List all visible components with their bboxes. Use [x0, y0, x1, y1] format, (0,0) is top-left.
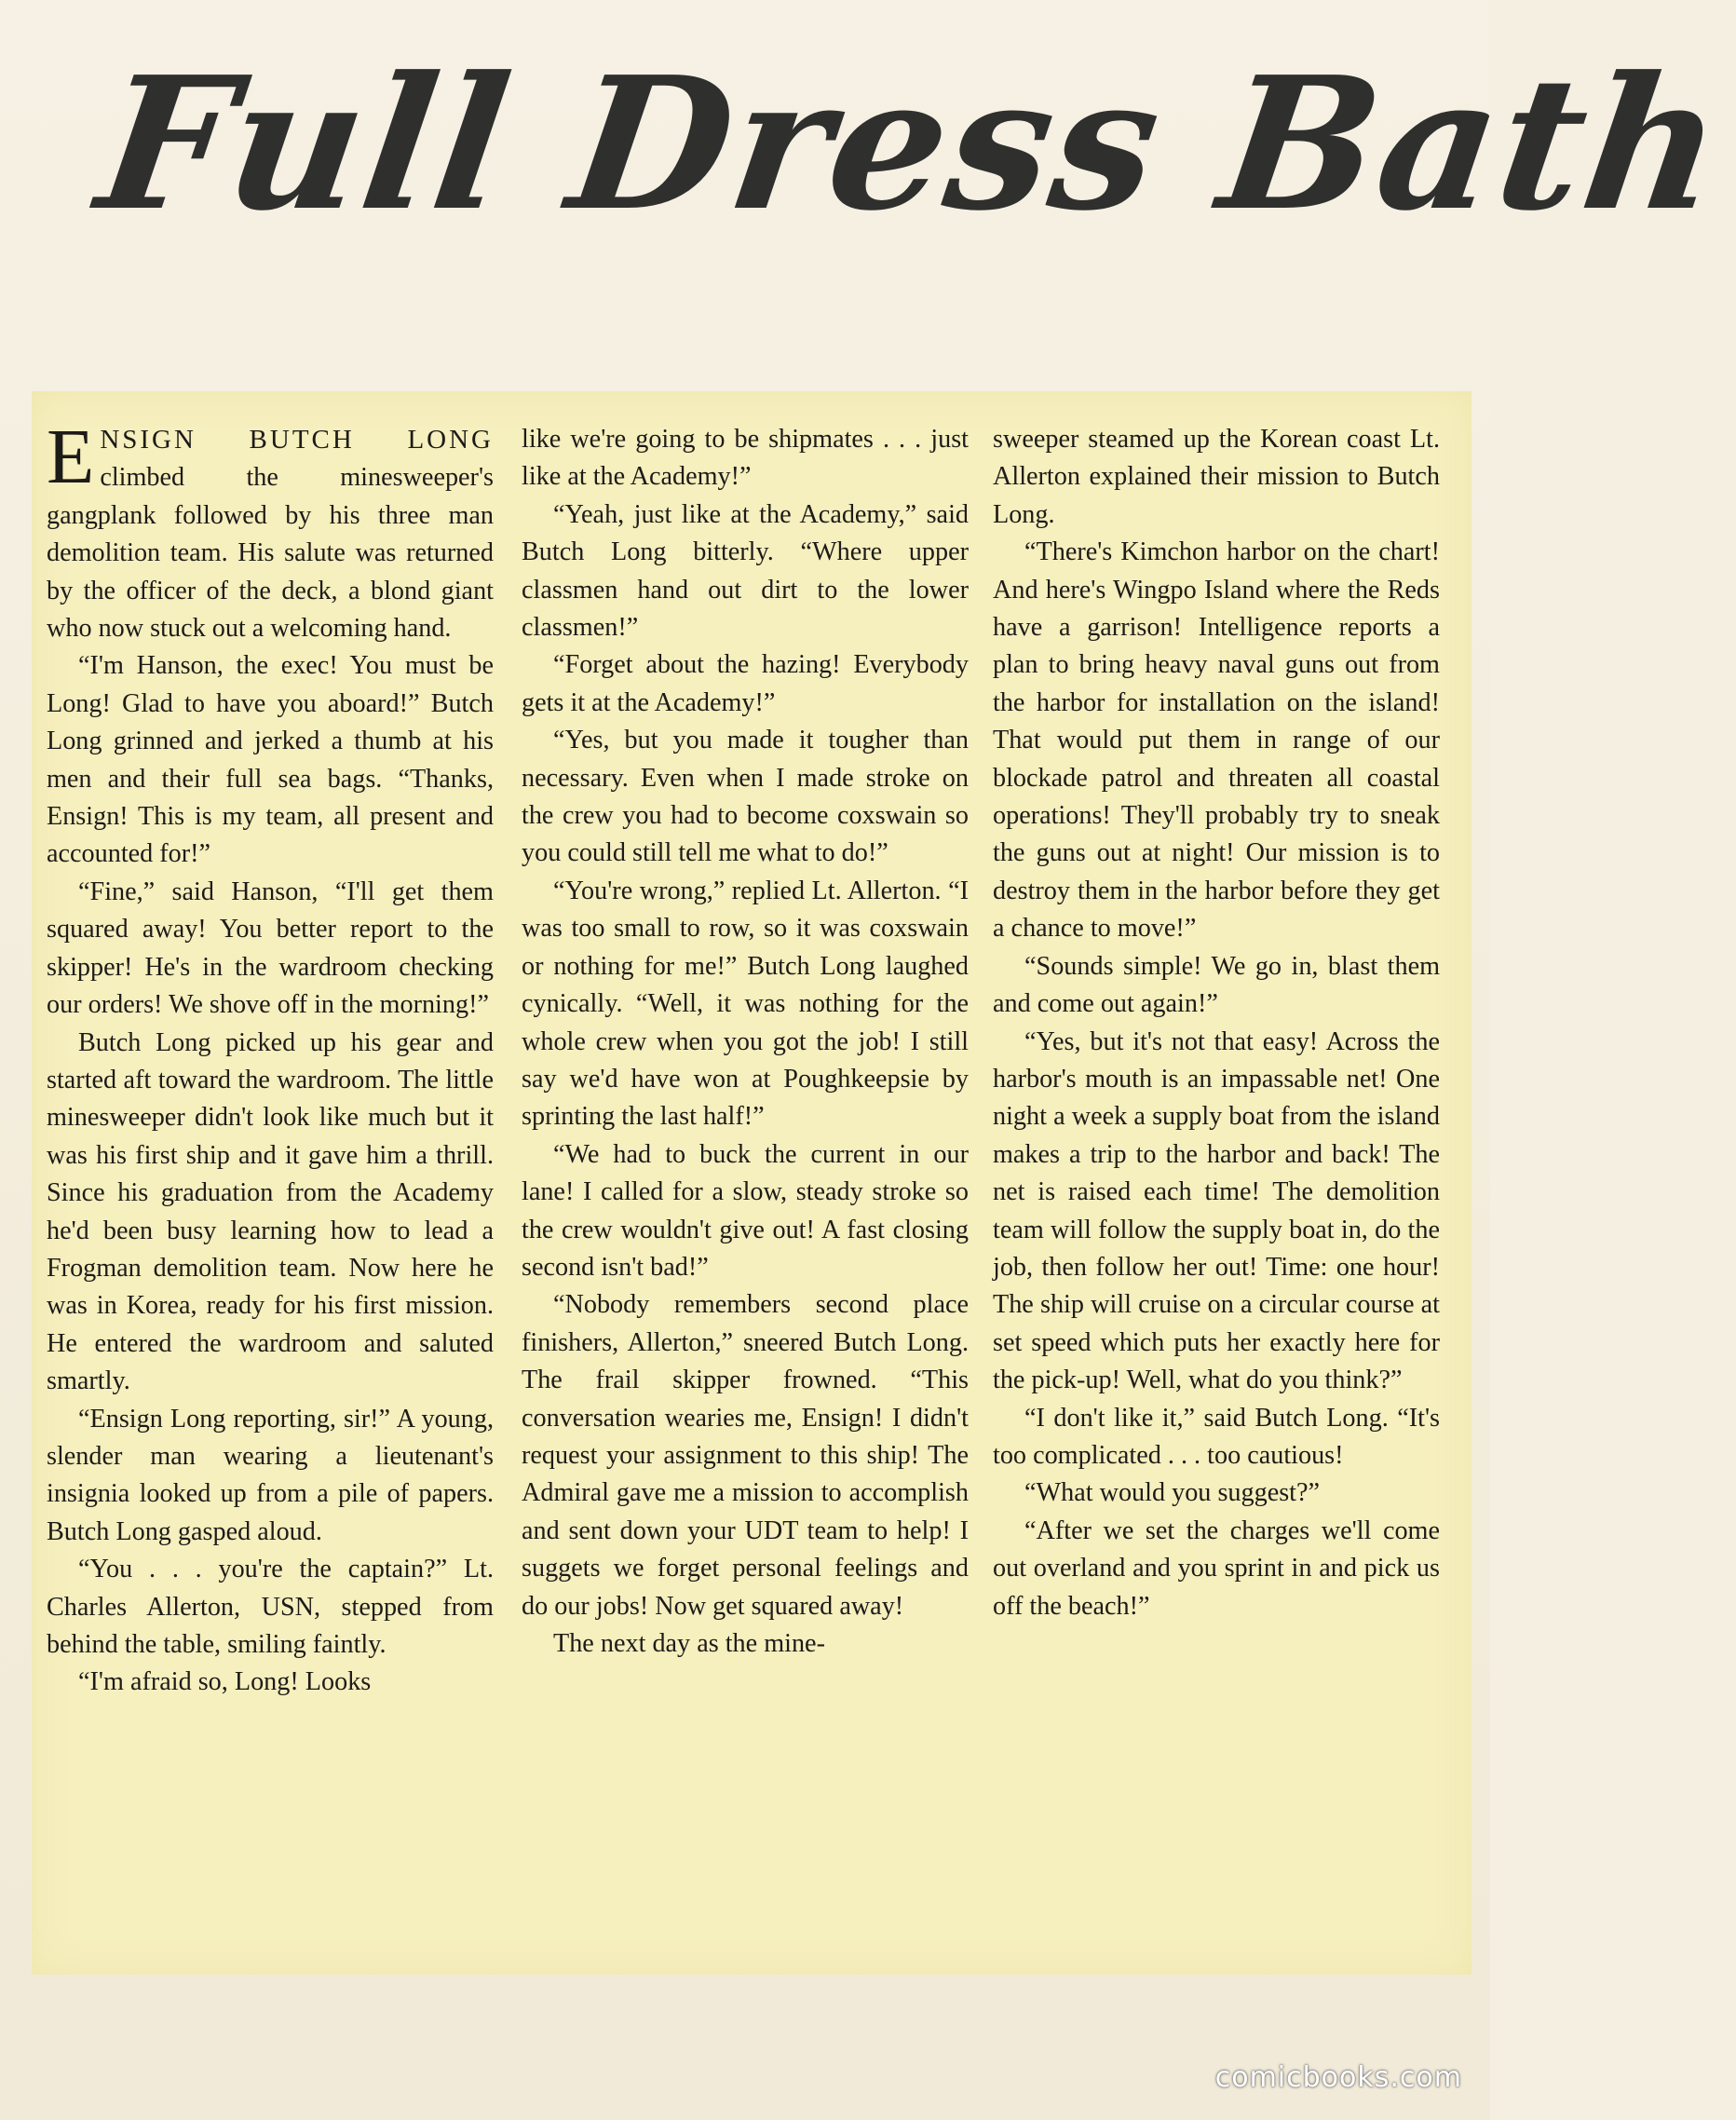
paragraph: Butch Long picked up his gear and started aft toward the wardroom. The little minesweeper didn't look like much but it was his first ship and it gave him a thrill. Since his graduation from the Academy he'd been busy learning how to lead a Frogman demolition team. Now here he was in Korea, ready for his first mission. He entered the wardroom and saluted smartly.: [47, 1027, 494, 1396]
text-column-2: [522, 421, 969, 1663]
paragraph: “Yeah, just like at the Academy,” said Butch Long bitterly. “Where upper classmen hand out dirt to the lower classmen!”: [522, 499, 969, 643]
paragraph: “Forget about the hazing! Everybody gets it at the Academy!”: [522, 650, 969, 717]
paragraph: like we're going to be shipmates . . . just like at the Academy!”: [522, 425, 969, 492]
paragraph: “Fine,” said Hanson, “I'll get them squared away! You better report to the skipper! He's in the wardroom checking our orders! We shove off in the morning!”: [47, 877, 494, 1020]
paragraph: [47, 414, 494, 647]
paragraph: “I'm Hanson, the exec! You must be Long! Glad to have you aboard!” Butch Long grinned and jerked a thumb at his men and their full sea bags. “Thanks, Ensign! This is my team, all present and accounted for!”: [47, 651, 494, 869]
paragraph: “I'm afraid so, Long! Looks: [78, 1667, 372, 1697]
story-title: Full Dress Bath: [87, 37, 1736, 251]
paragraph: “You . . . you're the captain?” Lt. Charles Allerton, USN, stepped from behind the table, smiling faintly.: [47, 1555, 494, 1659]
paragraph: “What would you suggest?”: [1024, 1478, 1321, 1508]
paragraph: “There's Kimchon harbor on the chart! And here's Wingpo Island where the Reds have a garrison! Intelligence reports a plan to bring heavy naval guns out from the harbor for installation on the island! That would put them in range of our blockade patrol and threaten all coastal operations! They'll probably try to sneak the guns out at night! Our mission is to destroy them in the harbor before they get a chance to move!”: [993, 537, 1440, 944]
paragraph: “Yes, but it's not that easy! Across the harbor's mouth is an impassable net! One night a week a supply boat from the island makes a trip to the harbor and back! The net is raised each time! The demolition team will follow the supply boat in, do the job, then follow her out! Time: one hour! The ship will cruise on a circular course at set speed which puts her exactly here for the pick-up! Well, what do you think?”: [993, 1026, 1440, 1395]
paragraph: “Sounds simple! We go in, blast them and come out again!”: [993, 951, 1440, 1019]
lead-in: NSIGN BUTCH LONG: [100, 425, 494, 455]
paragraph: “I don't like it,” said Butch Long. “It's too complicated . . . too cautious!: [993, 1403, 1440, 1470]
watermark: comicbooks.com: [1214, 2061, 1462, 2094]
paragraph: “Ensign Long reporting, sir!” A young, slender man wearing a lieutenant's insignia looked up from a pile of papers. Butch Long gasped aloud.: [47, 1404, 494, 1546]
drop-cap: E: [47, 414, 95, 500]
paragraph: “Yes, but you made it tougher than necessary. Even when I made stroke on the crew you had to become coxswain so you could still tell me what to do!”: [522, 726, 969, 868]
paragraph: “Nobody remembers second place finishers, Allerton,” sneered Butch Long. The frail skipper frowned. “This conversation wearies me, Ensign! I didn't request your assignment to this ship! The Admiral gave me a mission to accomplish and sent down your UDT team to help! I suggets we forget personal feelings and do our jobs! Now get squared away!: [522, 1290, 969, 1621]
text-column-1: [47, 414, 494, 1702]
paragraph: “We had to buck the current in our lane! I called for a slow, steady stroke so the crew wouldn't give out! A fast closing second isn't bad!”: [522, 1139, 969, 1282]
paragraph: The next day as the mine-: [553, 1629, 825, 1658]
text-column-3: [993, 421, 1440, 1625]
paragraph-text: climbed the minesweeper's gangplank followed by his three man demolition team. His salute was returned by the officer of the deck, a blond giant who now stuck out a welcoming hand.: [47, 463, 494, 644]
paragraph: “You're wrong,” replied Lt. Allerton. “I was too small to row, so it was coxswain or nothing for me!” Butch Long laughed cynically. “Well, it was nothing for the whole crew when you got the job! I still say we'd have won at Poughkeepsie by sprinting the last half!”: [522, 876, 969, 1132]
paragraph: “After we set the charges we'll come out overland and you sprint in and pick us off the beach!”: [993, 1515, 1440, 1621]
paragraph: sweeper steamed up the Korean coast Lt. Allerton explained their mission to Butch Long.: [993, 425, 1440, 529]
